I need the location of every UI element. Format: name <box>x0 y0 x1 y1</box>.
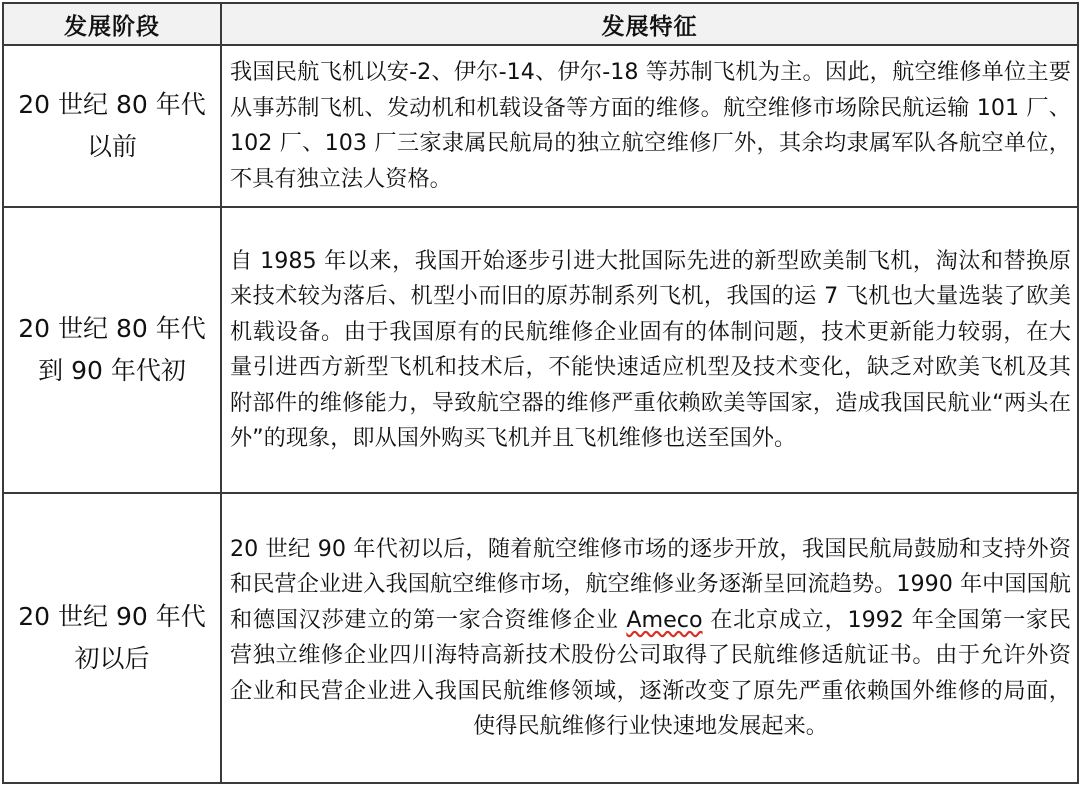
feature-text-part-2: 在北京成立，1992 年全国第一家民营独立维修企业四川海特高新技术股份公司取得了民航维修适航证书。由于允许外资企业和民营企业进入我国民航维修领域，逐渐改变了原先严重依赖国外维修的局面，使得民航维修行业快速地发展起来。 <box>230 606 1071 739</box>
feature-cell: 我国民航飞机以安-2、伊尔-14、伊尔-18 等苏制飞机为主。因此，航空维修单位主要从事苏制飞机、发动机和机载设备等方面的维修。航空维修市场除民航运输 101 厂、102 厂、103 厂三家隶属民航局的独立航空维修厂外，其余均隶属军队各航空单位，不具有独立法人资格。 <box>221 45 1078 207</box>
stage-line-2: 初以后 <box>74 644 150 673</box>
stage-cell <box>3 493 221 783</box>
feature-text-part-1: 20 世纪 90 年代初以后，随着航空维修市场的逐步开放，我国民航局鼓励和支持外资和民营企业进入我国航空维修市场，航空维修业务逐渐呈回流趋势。1990 年中国国航和德国汉莎建立的第一家合资维修企业 <box>230 535 1071 633</box>
table-row <box>3 45 1078 207</box>
header-feature: 发展特征 <box>221 3 1078 45</box>
table-row <box>3 493 1078 783</box>
spellcheck-highlight-ameco: Ameco <box>626 606 703 633</box>
stage-line-2: 到 90 年代初 <box>38 356 186 385</box>
feature-cell: 自 1985 年以来，我国开始逐步引进大批国际先进的新型欧美制飞机，淘汰和替换原来技术较为落后、机型小而旧的原苏制系列飞机，我国的运 7 飞机也大量选装了欧美机载设备。由于我国原有的民航维修企业固有的体制问题，技术更新能力较弱，在大量引进西方新型飞机和技术后，不能快速适应机型及技术变化，缺乏对欧美飞机及其附部件的维修能力，导致航空器的维修严重依赖欧美等国家，造成我国民航业“两头在外”的现象，即从国外购买飞机并且飞机维修也送至国外。 <box>221 207 1078 493</box>
feature-cell <box>221 493 1078 783</box>
header-stage: 发展阶段 <box>3 3 221 45</box>
stage-line-1: 20 世纪 80 年代 <box>18 90 206 119</box>
development-stages-table <box>2 2 1079 784</box>
stage-line-1: 20 世纪 90 年代 <box>18 602 206 631</box>
table-header-row <box>3 3 1078 45</box>
stage-line-2: 以前 <box>86 132 137 161</box>
stage-cell <box>3 45 221 207</box>
stage-cell <box>3 207 221 493</box>
table-row <box>3 207 1078 493</box>
stage-line-1: 20 世纪 80 年代 <box>18 314 206 343</box>
